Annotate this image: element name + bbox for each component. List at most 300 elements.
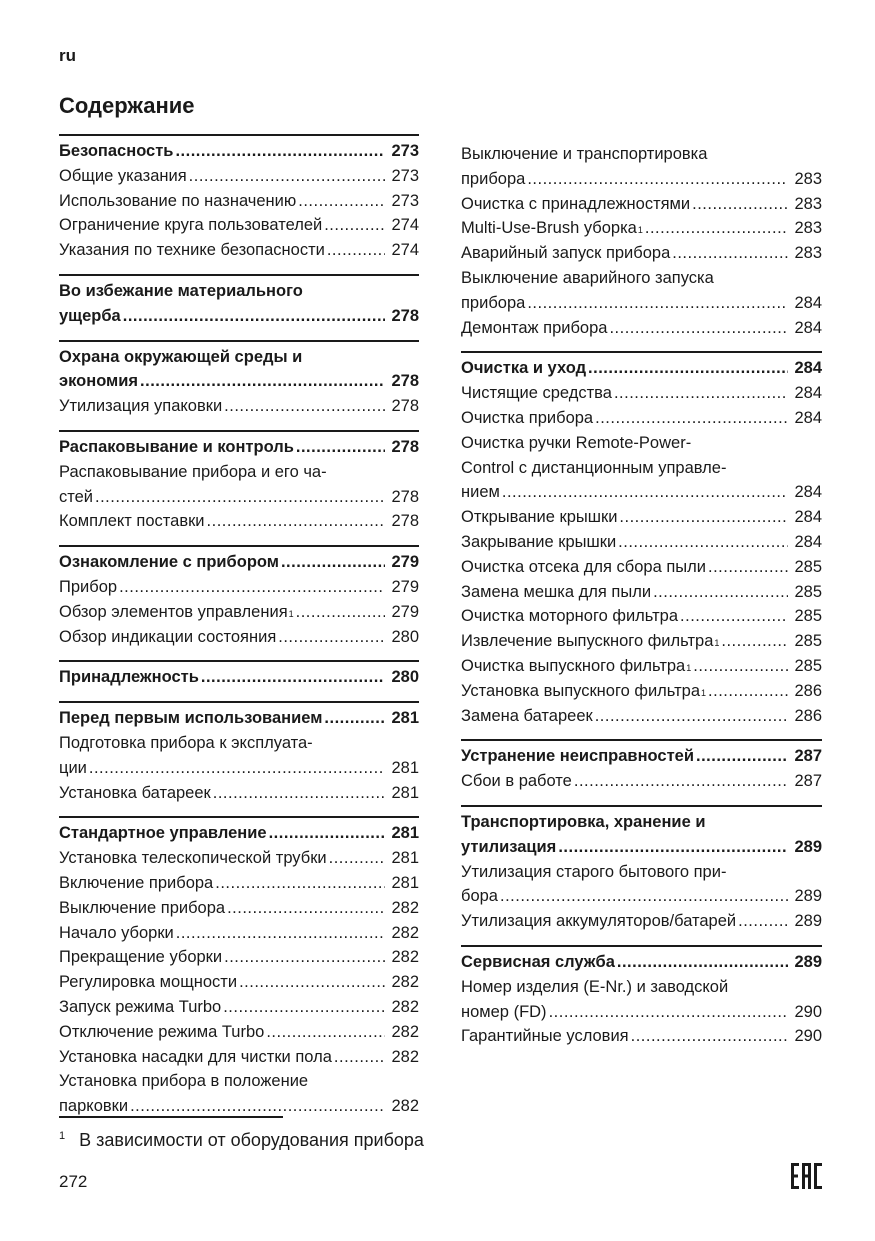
toc-entry bbox=[461, 530, 822, 555]
toc-entry-row bbox=[59, 871, 419, 896]
leader-dots bbox=[527, 167, 788, 192]
toc-entry-row bbox=[59, 970, 419, 995]
toc-heading-entry bbox=[59, 665, 419, 690]
toc-page-number: 279 bbox=[391, 577, 419, 596]
toc-entry-text: Начало уборки bbox=[59, 923, 174, 942]
toc-entry bbox=[461, 192, 822, 217]
toc-page-number: 278 bbox=[391, 512, 419, 531]
toc-entry-text: Отключение режима Turbo bbox=[59, 1022, 265, 1041]
page-number: 272 bbox=[59, 1172, 88, 1191]
toc-entry bbox=[59, 1020, 419, 1045]
leader-dots bbox=[619, 505, 788, 530]
toc-entry-text: ущерба bbox=[59, 306, 121, 325]
leader-dots bbox=[207, 509, 385, 534]
toc-entry-text: Ознакомление с прибором bbox=[59, 553, 279, 572]
toc-entry-text: Установка батареек bbox=[59, 783, 211, 802]
toc-entry-text: Обзор индикации состояния bbox=[59, 627, 277, 646]
toc-page-number: 278 bbox=[391, 437, 419, 456]
leader-dots bbox=[296, 435, 385, 460]
toc-entry-row bbox=[59, 706, 419, 731]
leader-dots bbox=[574, 769, 788, 794]
leader-dots bbox=[224, 945, 385, 970]
toc-section bbox=[461, 351, 822, 728]
toc-entry bbox=[461, 1024, 822, 1049]
toc-page-number: 285 bbox=[794, 656, 822, 675]
toc-entry-row bbox=[59, 921, 419, 946]
leader-dots bbox=[324, 706, 385, 731]
toc-entry-text: Охрана окружающей среды и bbox=[59, 347, 303, 366]
toc-entry bbox=[461, 654, 822, 679]
toc-entry-text: Принадлежность bbox=[59, 668, 199, 687]
toc-page-number: 283 bbox=[794, 244, 822, 263]
toc-entry-text: номер (FD) bbox=[461, 1002, 547, 1021]
toc-heading-entry bbox=[59, 435, 419, 460]
toc-entry bbox=[461, 555, 822, 580]
toc-entry-row bbox=[461, 1000, 822, 1025]
toc-page-number: 281 bbox=[391, 709, 419, 728]
toc-page-number: 282 bbox=[391, 898, 419, 917]
toc-entry bbox=[461, 241, 822, 266]
leader-dots bbox=[595, 406, 788, 431]
toc-page-number: 281 bbox=[391, 783, 419, 802]
toc-page-number: 282 bbox=[391, 973, 419, 992]
leader-dots bbox=[738, 909, 788, 934]
toc-entry bbox=[461, 266, 822, 316]
toc-entry-row bbox=[59, 821, 419, 846]
toc-entry-row bbox=[59, 625, 419, 650]
toc-page-number: 289 bbox=[794, 837, 822, 856]
leader-dots bbox=[324, 213, 385, 238]
leader-dots bbox=[502, 480, 788, 505]
toc-entry bbox=[461, 860, 822, 910]
toc-entry-text: Установка насадки для чистки пола bbox=[59, 1047, 332, 1066]
toc-page-number: 283 bbox=[794, 219, 822, 238]
toc-page-number: 283 bbox=[794, 194, 822, 213]
leader-dots bbox=[645, 216, 788, 241]
toc-entry-text: Комплект поставки bbox=[59, 512, 205, 531]
toc-entry-text: ции bbox=[59, 758, 87, 777]
toc-entry-row bbox=[461, 505, 822, 530]
leader-dots bbox=[696, 744, 788, 769]
toc-entry-row bbox=[59, 665, 419, 690]
toc-page-number: 279 bbox=[391, 602, 419, 621]
toc-section bbox=[59, 274, 419, 329]
toc-entry-text: Выключение и транспортировка bbox=[461, 145, 708, 163]
toc-entry-text: Очистка прибора bbox=[461, 408, 594, 427]
toc-entry-row bbox=[59, 304, 419, 329]
toc-entry-text: Подготовка прибора к эксплуата- bbox=[59, 733, 313, 752]
toc-page-number: 289 bbox=[794, 912, 822, 931]
toc-entry-row: Извлечение выпускного фильтра 1 ..... 285 bbox=[461, 629, 822, 654]
leader-dots bbox=[680, 604, 788, 629]
toc-page-number: 273 bbox=[391, 191, 419, 210]
leader-dots bbox=[213, 781, 385, 806]
toc-entry bbox=[59, 921, 419, 946]
toc-entry bbox=[59, 1045, 419, 1070]
toc-page-number: 285 bbox=[794, 632, 822, 651]
toc-entry-text: Общие указания bbox=[59, 166, 187, 185]
toc-entry bbox=[461, 604, 822, 629]
toc-heading-entry bbox=[59, 821, 419, 846]
toc-entry bbox=[59, 509, 419, 534]
toc-entry bbox=[59, 600, 419, 625]
toc-entry bbox=[461, 629, 822, 654]
toc-entry-text: прибора bbox=[461, 169, 526, 188]
toc-entry-text: Очистка ручки Remote-Power- bbox=[461, 433, 692, 452]
toc-entry-row bbox=[59, 781, 419, 806]
toc-entry-text: прибора bbox=[461, 293, 526, 312]
toc-entry bbox=[461, 769, 822, 794]
language-code: ru bbox=[59, 46, 76, 65]
toc-entry-row bbox=[59, 550, 419, 575]
toc-section bbox=[461, 945, 822, 1049]
toc-entry-text: Сбои в работе bbox=[461, 772, 572, 791]
toc-entry-text: Устранение неисправностей bbox=[461, 747, 694, 766]
toc-page-number: 284 bbox=[794, 359, 822, 378]
toc-entry-text: Безопасность bbox=[59, 142, 174, 160]
leader-dots bbox=[140, 369, 385, 394]
toc-column-left bbox=[59, 134, 419, 1130]
toc-page-number: 282 bbox=[391, 948, 419, 967]
toc-entry-row bbox=[59, 756, 419, 781]
toc-entry bbox=[461, 142, 822, 192]
toc-entry-text: Гарантийные условия bbox=[461, 1027, 629, 1046]
toc-page-number: 274 bbox=[391, 241, 419, 260]
leader-dots bbox=[266, 1020, 385, 1045]
leader-dots bbox=[527, 291, 788, 316]
toc-page-number: 284 bbox=[794, 508, 822, 527]
leader-dots bbox=[327, 238, 385, 263]
toc-heading-entry bbox=[59, 706, 419, 731]
toc-entry-text: Прибор bbox=[59, 577, 118, 596]
leader-dots bbox=[298, 189, 385, 214]
toc-entry-row bbox=[59, 575, 419, 600]
toc-entry bbox=[59, 995, 419, 1020]
toc-page-number: 278 bbox=[391, 372, 419, 391]
toc-entry-text: Транспортировка, хранение и bbox=[461, 812, 706, 831]
toc-entry-text: Распаковывание прибора и его ча- bbox=[59, 462, 327, 481]
toc-entry bbox=[461, 580, 822, 605]
toc-entry-text: Указания по технике безопасности bbox=[59, 241, 325, 260]
toc-entry bbox=[59, 189, 419, 214]
page-title: Содержание bbox=[59, 93, 195, 118]
toc-entry-text: Регулировка мощности bbox=[59, 973, 238, 992]
toc-entry-row bbox=[461, 884, 822, 909]
toc-entry-row bbox=[59, 369, 419, 394]
leader-dots bbox=[692, 192, 788, 217]
toc-section bbox=[461, 805, 822, 934]
toc-entry-text: Открывание крышки bbox=[461, 508, 618, 527]
toc-entry bbox=[59, 238, 419, 263]
toc-entry-text: Использование по назначению bbox=[59, 191, 297, 210]
toc-entry-row bbox=[461, 356, 822, 381]
toc-entry bbox=[461, 316, 822, 341]
toc-section bbox=[59, 430, 419, 534]
toc-entry bbox=[461, 431, 822, 505]
leader-dots bbox=[329, 846, 385, 871]
toc-entry-text: Ограничение круга пользователей bbox=[59, 216, 323, 235]
toc-heading-entry bbox=[59, 345, 419, 395]
toc-page-number: 290 bbox=[794, 1002, 822, 1021]
toc-heading-entry bbox=[461, 744, 822, 769]
toc-entry-text: Извлечение выпускного фильтра bbox=[461, 632, 714, 651]
toc-entry bbox=[59, 1069, 419, 1119]
leader-dots bbox=[281, 550, 385, 575]
toc-page-number: 284 bbox=[794, 408, 822, 427]
toc-heading-entry bbox=[59, 279, 419, 329]
leader-dots bbox=[334, 1045, 385, 1070]
toc-entry-row bbox=[461, 192, 822, 217]
toc-entry-text: утилизация bbox=[461, 837, 557, 856]
toc-page-number: 282 bbox=[391, 997, 419, 1016]
toc-entry-row bbox=[461, 580, 822, 605]
toc-entry-row bbox=[461, 769, 822, 794]
leader-dots bbox=[223, 995, 385, 1020]
leader-dots bbox=[672, 241, 788, 266]
toc-entry-text: Замена мешка для пыли bbox=[461, 582, 652, 601]
toc-entry-text: Аварийный запуск прибора bbox=[461, 244, 671, 263]
footnote bbox=[59, 1130, 424, 1151]
toc-entry-row bbox=[59, 945, 419, 970]
toc-entry-row: Multi-Use-Brush уборка 1 ..... 283 bbox=[461, 216, 822, 241]
footnote-text: В зависимости от оборудования прибора bbox=[79, 1130, 424, 1150]
toc-entry-row bbox=[461, 835, 822, 860]
toc-page-number: 273 bbox=[391, 142, 419, 160]
toc-entry-text: Утилизация старого бытового при- bbox=[461, 862, 727, 881]
toc-section bbox=[59, 660, 419, 690]
toc-entry-text: парковки bbox=[59, 1097, 129, 1116]
toc-entry-row bbox=[59, 1020, 419, 1045]
toc-entry-text: Очистка моторного фильтра bbox=[461, 607, 679, 626]
eac-logo bbox=[791, 1162, 823, 1190]
toc-entry-row: Установка выпускного фильтра 1 ..... 286 bbox=[461, 679, 822, 704]
toc-entry bbox=[461, 679, 822, 704]
toc-entry-text: Выключение аварийного запуска bbox=[461, 268, 714, 287]
toc-entry bbox=[59, 164, 419, 189]
toc-entry-text: Распаковывание и контроль bbox=[59, 437, 294, 456]
toc-entry-text: стей bbox=[59, 487, 94, 506]
leader-dots bbox=[693, 654, 788, 679]
toc-entry bbox=[461, 505, 822, 530]
toc-section bbox=[59, 816, 419, 1119]
toc-entry-text: Запуск режима Turbo bbox=[59, 997, 222, 1016]
toc-page-number: 289 bbox=[794, 952, 822, 971]
toc-entry-text: Установка прибора в положение bbox=[59, 1072, 309, 1091]
toc-heading-entry bbox=[461, 810, 822, 860]
toc-heading-entry bbox=[461, 356, 822, 381]
toc-entry-row bbox=[461, 909, 822, 934]
toc-entry-text: Замена батареек bbox=[461, 706, 593, 725]
toc-page-number: 278 bbox=[391, 487, 419, 506]
leader-dots bbox=[721, 629, 788, 654]
toc-page-number: 285 bbox=[794, 607, 822, 626]
toc-page-number: 287 bbox=[794, 772, 822, 791]
toc-entry-text: Чистящие средства bbox=[461, 384, 612, 403]
toc-entry bbox=[59, 846, 419, 871]
toc-entry-row bbox=[59, 896, 419, 921]
leader-dots bbox=[278, 625, 385, 650]
toc-entry bbox=[59, 871, 419, 896]
toc-entry-text: Включение прибора bbox=[59, 873, 214, 892]
toc-entry-text: Номер изделия (E-Nr.) и заводской bbox=[461, 977, 729, 996]
leader-dots bbox=[614, 381, 788, 406]
toc-page-number: 278 bbox=[391, 397, 419, 416]
toc-page-number: 282 bbox=[391, 1047, 419, 1066]
leader-dots bbox=[549, 1000, 788, 1025]
toc-entry-row bbox=[59, 485, 419, 510]
leader-dots bbox=[201, 665, 385, 690]
toc-entry-row: Обзор элементов управления 1 ..... 279 bbox=[59, 600, 419, 625]
leader-dots bbox=[296, 600, 385, 625]
toc-section bbox=[461, 739, 822, 794]
toc-page-number: 281 bbox=[391, 873, 419, 892]
toc-page-number: 282 bbox=[391, 1022, 419, 1041]
toc-entry-text: Выключение прибора bbox=[59, 898, 226, 917]
toc-entry-text: Установка выпускного фильтра bbox=[461, 681, 701, 700]
toc-page-number: 280 bbox=[391, 668, 419, 687]
footnote-rule bbox=[59, 1116, 283, 1118]
toc-page-number: 281 bbox=[391, 849, 419, 868]
toc-page-number: 282 bbox=[391, 1097, 419, 1116]
toc-page-number: 284 bbox=[794, 483, 822, 502]
toc-entry bbox=[461, 381, 822, 406]
toc-entry-text: Установка телескопической трубки bbox=[59, 849, 327, 868]
toc-entry-text: Очистка и уход bbox=[461, 359, 587, 378]
leader-dots bbox=[176, 921, 385, 946]
toc-page-number: 285 bbox=[794, 557, 822, 576]
toc-page-number: 289 bbox=[794, 887, 822, 906]
toc-entry bbox=[59, 970, 419, 995]
toc-page-number: 281 bbox=[391, 824, 419, 843]
toc-entry-text: Control с дистанционным управле- bbox=[461, 458, 727, 477]
toc-entry-text: Очистка с принадлежностями bbox=[461, 194, 691, 213]
toc-entry-row bbox=[461, 530, 822, 555]
toc-page-number: 284 bbox=[794, 318, 822, 337]
toc-entry-row bbox=[59, 394, 419, 419]
leader-dots bbox=[95, 485, 385, 510]
toc-entry-row bbox=[461, 950, 822, 975]
toc-page-number: 284 bbox=[794, 384, 822, 403]
leader-dots bbox=[617, 950, 788, 975]
toc-entry-row bbox=[461, 604, 822, 629]
leader-dots bbox=[215, 871, 385, 896]
toc-page-number: 283 bbox=[794, 169, 822, 188]
leader-dots bbox=[609, 316, 788, 341]
toc-page-number: 290 bbox=[794, 1027, 822, 1046]
toc-entry-row bbox=[461, 704, 822, 729]
toc-entry bbox=[59, 213, 419, 238]
toc-heading-entry bbox=[461, 950, 822, 975]
toc-page-number: 273 bbox=[391, 166, 419, 185]
leader-dots bbox=[89, 756, 385, 781]
toc-entry-text: Во избежание материального bbox=[59, 281, 303, 300]
toc-entry bbox=[59, 460, 419, 510]
toc-entry-row bbox=[59, 995, 419, 1020]
toc-entry bbox=[59, 575, 419, 600]
toc-entry-text: Сервисная служба bbox=[461, 952, 615, 971]
toc-entry-text: Очистка выпускного фильтра bbox=[461, 656, 686, 675]
toc-page-number: 287 bbox=[794, 747, 822, 766]
toc-entry-text: Утилизация упаковки bbox=[59, 397, 223, 416]
toc-entry-row bbox=[461, 291, 822, 316]
leader-dots bbox=[123, 304, 385, 329]
toc-entry-row bbox=[59, 139, 419, 164]
toc-entry-text: Прекращение уборки bbox=[59, 948, 223, 967]
toc-entry-row bbox=[59, 846, 419, 871]
leader-dots bbox=[175, 139, 385, 164]
toc-section bbox=[59, 340, 419, 419]
toc-page-number: 278 bbox=[391, 306, 419, 325]
leader-dots bbox=[618, 530, 788, 555]
toc-entry bbox=[461, 704, 822, 729]
leader-dots bbox=[595, 704, 788, 729]
leader-dots bbox=[588, 356, 788, 381]
toc-heading-entry bbox=[59, 550, 419, 575]
toc-entry-text: Стандартное управление bbox=[59, 824, 267, 843]
toc-entry-row: Очистка выпускного фильтра 1 ..... 285 bbox=[461, 654, 822, 679]
toc-entry-text: бора bbox=[461, 887, 498, 906]
leader-dots bbox=[119, 575, 385, 600]
toc-page-number: 274 bbox=[391, 216, 419, 235]
toc-page-number: 280 bbox=[391, 627, 419, 646]
leader-dots bbox=[227, 896, 385, 921]
toc-entry-row bbox=[461, 480, 822, 505]
toc-entry bbox=[59, 394, 419, 419]
toc-entry bbox=[59, 781, 419, 806]
toc-entry-text: Закрывание крышки bbox=[461, 532, 617, 551]
toc-entry-text: Утилизация аккумуляторов/батарей bbox=[461, 912, 737, 931]
toc-entry bbox=[461, 975, 822, 1025]
toc-page-number: 284 bbox=[794, 293, 822, 312]
footnote-mark: 1 bbox=[59, 1130, 66, 1142]
toc-page-number: 286 bbox=[794, 706, 822, 725]
toc-entry-row bbox=[461, 167, 822, 192]
leader-dots bbox=[239, 970, 385, 995]
toc-entry bbox=[59, 625, 419, 650]
toc-column-right bbox=[461, 137, 822, 1060]
leader-dots bbox=[224, 394, 385, 419]
toc-entry-row bbox=[59, 509, 419, 534]
leader-dots bbox=[708, 555, 788, 580]
toc-entry-row bbox=[59, 164, 419, 189]
toc-section bbox=[59, 701, 419, 805]
leader-dots bbox=[269, 821, 385, 846]
leader-dots bbox=[653, 580, 788, 605]
toc-page-number: 284 bbox=[794, 532, 822, 551]
toc-entry-row bbox=[59, 435, 419, 460]
leader-dots bbox=[631, 1024, 788, 1049]
toc-entry-text: Очистка отсека для сбора пыли bbox=[461, 557, 706, 576]
toc-entry-text: Обзор элементов управления bbox=[59, 602, 288, 621]
toc-entry-text: экономия bbox=[59, 372, 139, 391]
toc-entry-text: Multi-Use-Brush уборка bbox=[461, 219, 637, 238]
toc-entry bbox=[461, 216, 822, 241]
toc-entry-row bbox=[461, 381, 822, 406]
toc-section bbox=[461, 137, 822, 340]
toc-entry-text: нием bbox=[461, 483, 500, 502]
toc-entry-row bbox=[461, 316, 822, 341]
toc-page-number: 279 bbox=[391, 553, 419, 572]
toc-page-number: 285 bbox=[794, 582, 822, 601]
toc-entry-row bbox=[461, 744, 822, 769]
toc-entry bbox=[59, 896, 419, 921]
toc-page-number: 281 bbox=[391, 758, 419, 777]
leader-dots bbox=[708, 679, 788, 704]
toc-entry-row bbox=[461, 241, 822, 266]
toc-entry bbox=[461, 406, 822, 431]
toc-page-number: 286 bbox=[794, 681, 822, 700]
toc-entry-row bbox=[461, 555, 822, 580]
